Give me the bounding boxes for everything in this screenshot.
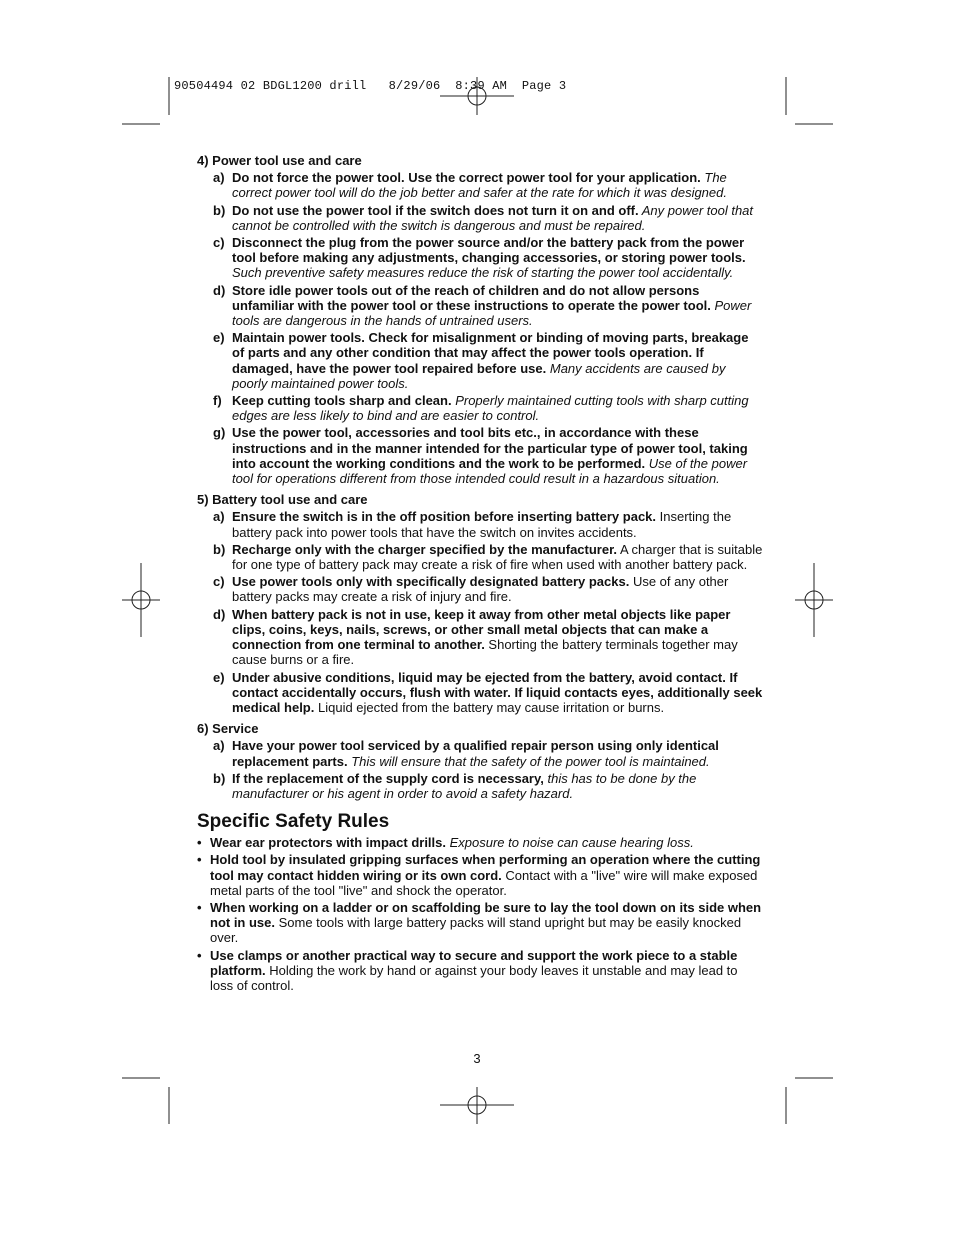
list-item [197, 330, 763, 391]
item-instruction: Ensure the switch is in the off position before inserting battery pack. [232, 509, 657, 525]
registration-target-right [795, 563, 833, 637]
item-label: e) [213, 330, 225, 346]
list-item [197, 425, 763, 486]
item-instruction: Use the power tool, accessories and tool bits etc., in accordance with these instructions and in the manner intended for the particular type of power tool, taking into account the working conditions and the work to be performed. [232, 425, 748, 471]
item-instruction: Use power tools only with specifically designated battery packs. [232, 574, 630, 590]
list-item [197, 738, 763, 768]
item-explanation: Power tools are dangerous in the hands of untrained users. [232, 297, 752, 329]
bullet-explanation: Exposure to noise can cause hearing loss. [446, 835, 694, 851]
item-instruction: Do not use the power tool if the switch does not turn it on and off. [232, 202, 639, 218]
registration-target-bottom [440, 1087, 514, 1124]
bullet-glyph: • [197, 835, 202, 851]
item-explanation: A charger that is suitable for one type of battery pack may create a risk of fire when used with another battery pack. [232, 541, 763, 573]
bullet-instruction: Wear ear protectors with impact drills. [210, 835, 446, 851]
bullet-glyph: • [197, 947, 202, 963]
item-label: d) [213, 282, 226, 298]
item-label: c) [213, 235, 225, 251]
item-instruction: Disconnect the plug from the power source and/or the battery pack from the power tool before making any adjustments, changing accessories, or storing power tools. [232, 235, 746, 266]
list-item [197, 393, 763, 423]
item-label: d) [213, 606, 226, 622]
page-number: 3 [473, 1051, 481, 1066]
print-slug: 90504494 02 BDGL1200 drill 8/29/06 8:39 AM Page 3 [174, 79, 567, 93]
item-explanation: Use of the power tool for operations different from those intended could result in a hazardous situation. [232, 455, 748, 487]
item-label: f) [213, 393, 222, 409]
item-instruction: Recharge only with the charger specified by the manufacturer. [232, 541, 618, 557]
item-label: a) [213, 170, 225, 186]
item-explanation: Liquid ejected from the battery may cause irritation or burns. [314, 699, 665, 715]
bullet-instruction: Hold tool by insulated gripping surfaces when performing an operation where the cutting tool may contact hidden wiring or its own cord. [210, 852, 761, 883]
bullet-glyph: • [197, 899, 202, 915]
item-explanation: Shorting the battery terminals together may cause burns or a fire. [232, 637, 738, 668]
item-explanation: This will ensure that the safety of the power tool is maintained. [347, 753, 710, 769]
list-item [197, 509, 763, 539]
item-explanation: Many accidents are caused by poorly maintained power tools. [232, 360, 726, 391]
list-item [197, 948, 763, 994]
item-label: b) [213, 770, 226, 786]
bullet-instruction: Use clamps or another practical way to secure and support the work piece to a stable platform. [210, 947, 738, 978]
bullet-explanation: Contact with a "live" wire will make exposed metal parts of the tool "live" and shock the operator. [210, 867, 758, 898]
item-explanation: Any power tool that cannot be controlled with the switch is dangerous and must be repaired. [232, 202, 754, 233]
list-item [197, 771, 763, 801]
item-instruction: Store idle power tools out of the reach of children and do not allow persons unfamiliar with the power tool or these instructions to operate the power tool. [232, 282, 711, 313]
item-label: a) [213, 738, 225, 754]
list-item [197, 283, 763, 329]
item-explanation: Use of any other battery packs may create a risk of injury and fire. [232, 574, 729, 605]
list-item [197, 542, 763, 572]
item-instruction: Have your power tool serviced by a qualified repair person using only identical replacement parts. [232, 738, 719, 769]
bullet-glyph: • [197, 852, 202, 868]
section-heading: 4) Power tool use and care [197, 153, 362, 168]
list-item [197, 170, 763, 200]
list-item [197, 670, 763, 716]
item-instruction: When battery pack is not in use, keep it away from other metal objects like paper clips, coins, keys, nails, screws, or other small metal objects that can make a connection from one terminal to another. [232, 606, 731, 653]
bullet-explanation: Holding the work by hand or against your body leaves it unstable and may lead to loss of control. [210, 962, 738, 993]
item-instruction: If the replacement of the supply cord is necessary, [232, 770, 544, 786]
item-label: b) [213, 202, 226, 218]
item-explanation: Inserting the battery pack into power tools that have the switch on invites accidents. [232, 509, 732, 540]
item-explanation: Such preventive safety measures reduce the risk of starting the power tool accidentally. [232, 265, 734, 281]
section-heading: 6) Service [197, 721, 259, 737]
item-instruction: Under abusive conditions, liquid may be ejected from the battery, avoid contact. If contact accidentally occurs, flush with water. If liquid contacts eyes, additionally seek medical help. [232, 669, 763, 715]
item-explanation: The correct power tool will do the job better and safer at the rate for which it was designed. [232, 170, 727, 201]
list-item [197, 235, 763, 281]
specific-safety-rules-heading: Specific Safety Rules [197, 811, 390, 833]
list-item [197, 607, 763, 668]
list-item [197, 852, 763, 898]
list-item [197, 574, 763, 604]
bullet-instruction: When working on a ladder or on scaffolding be sure to lay the tool down on its side when not in use. [210, 899, 762, 931]
item-label: g) [213, 425, 226, 441]
registration-target-left [122, 563, 160, 637]
bullet-explanation: Some tools with large battery packs will stand upright but may be easily knocked over. [210, 915, 742, 946]
item-instruction: Maintain power tools. Check for misalignment or binding of moving parts, breakage of parts and any other condition that may affect the power tools operation. If damaged, have the power tool repaired before use. [232, 330, 749, 376]
item-label: a) [213, 509, 225, 525]
item-label: c) [213, 574, 225, 590]
item-instruction: Keep cutting tools sharp and clean. [232, 393, 452, 409]
section-heading: 5) Battery tool use and care [197, 492, 368, 508]
item-label: e) [213, 669, 225, 685]
list-item [197, 835, 763, 850]
item-label: b) [213, 541, 226, 557]
page-content [197, 153, 763, 993]
list-item [197, 900, 763, 946]
item-instruction: Do not force the power tool. Use the correct power tool for your application. [232, 170, 701, 186]
item-explanation: Properly maintained cutting tools with sharp cutting edges are less likely to bind and are easier to control. [232, 393, 749, 424]
item-explanation: this has to be done by the manufacturer or his agent in order to avoid a safety hazard. [232, 770, 697, 801]
list-item [197, 203, 763, 233]
